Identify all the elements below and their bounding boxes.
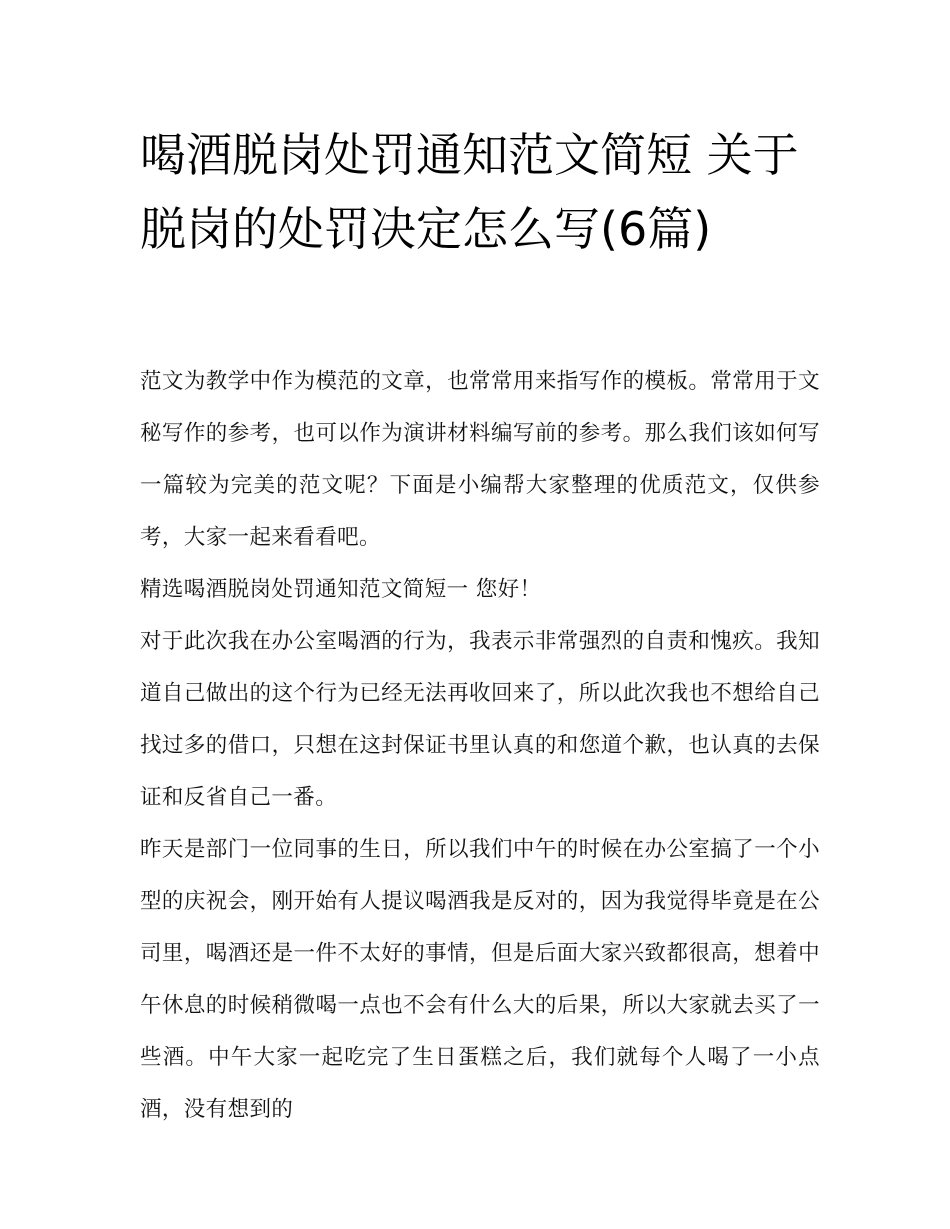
document-body bbox=[140, 356, 820, 1136]
intro-paragraph: 范文为教学中作为模范的文章，也常常用来指写作的模板。常常用于文秘写作的参考，也可以作为演讲材料编写前的参考。那么我们该如何写一篇较为完美的范文呢？下面是小编帮大家整理的优质范文，仅供参考，大家一起来看看吧。 bbox=[140, 369, 820, 550]
section-heading-paragraph: 精选喝酒脱岗处罚通知范文简短一 您好！ bbox=[140, 577, 542, 602]
document-title: 喝酒脱岗处罚通知范文简短 关于脱岗的处罚决定怎么写(6篇) bbox=[140, 128, 799, 256]
story-paragraph: 昨天是部门一位同事的生日，所以我们中午的时候在办公室搞了一个小型的庆祝会，刚开始有人提议喝酒我是反对的，因为我觉得毕竟是在公司里，喝酒还是一件不太好的事情，但是后面大家兴致都很高，想着中午休息的时候稍微喝一点也不会有什么大的后果，所以大家就去买了一些酒。中午大家一起吃完了生日蛋糕之后，我们就每个人喝了一小点酒，没有想到的 bbox=[140, 837, 820, 1122]
apology-paragraph: 对于此次我在办公室喝酒的行为，我表示非常强烈的自责和愧疚。我知道自己做出的这个行为已经无法再收回来了，所以此次我也不想给自己找过多的借口，只想在这封保证书里认真的和您道个歉，也认真的去保证和反省自己一番。 bbox=[140, 629, 820, 810]
